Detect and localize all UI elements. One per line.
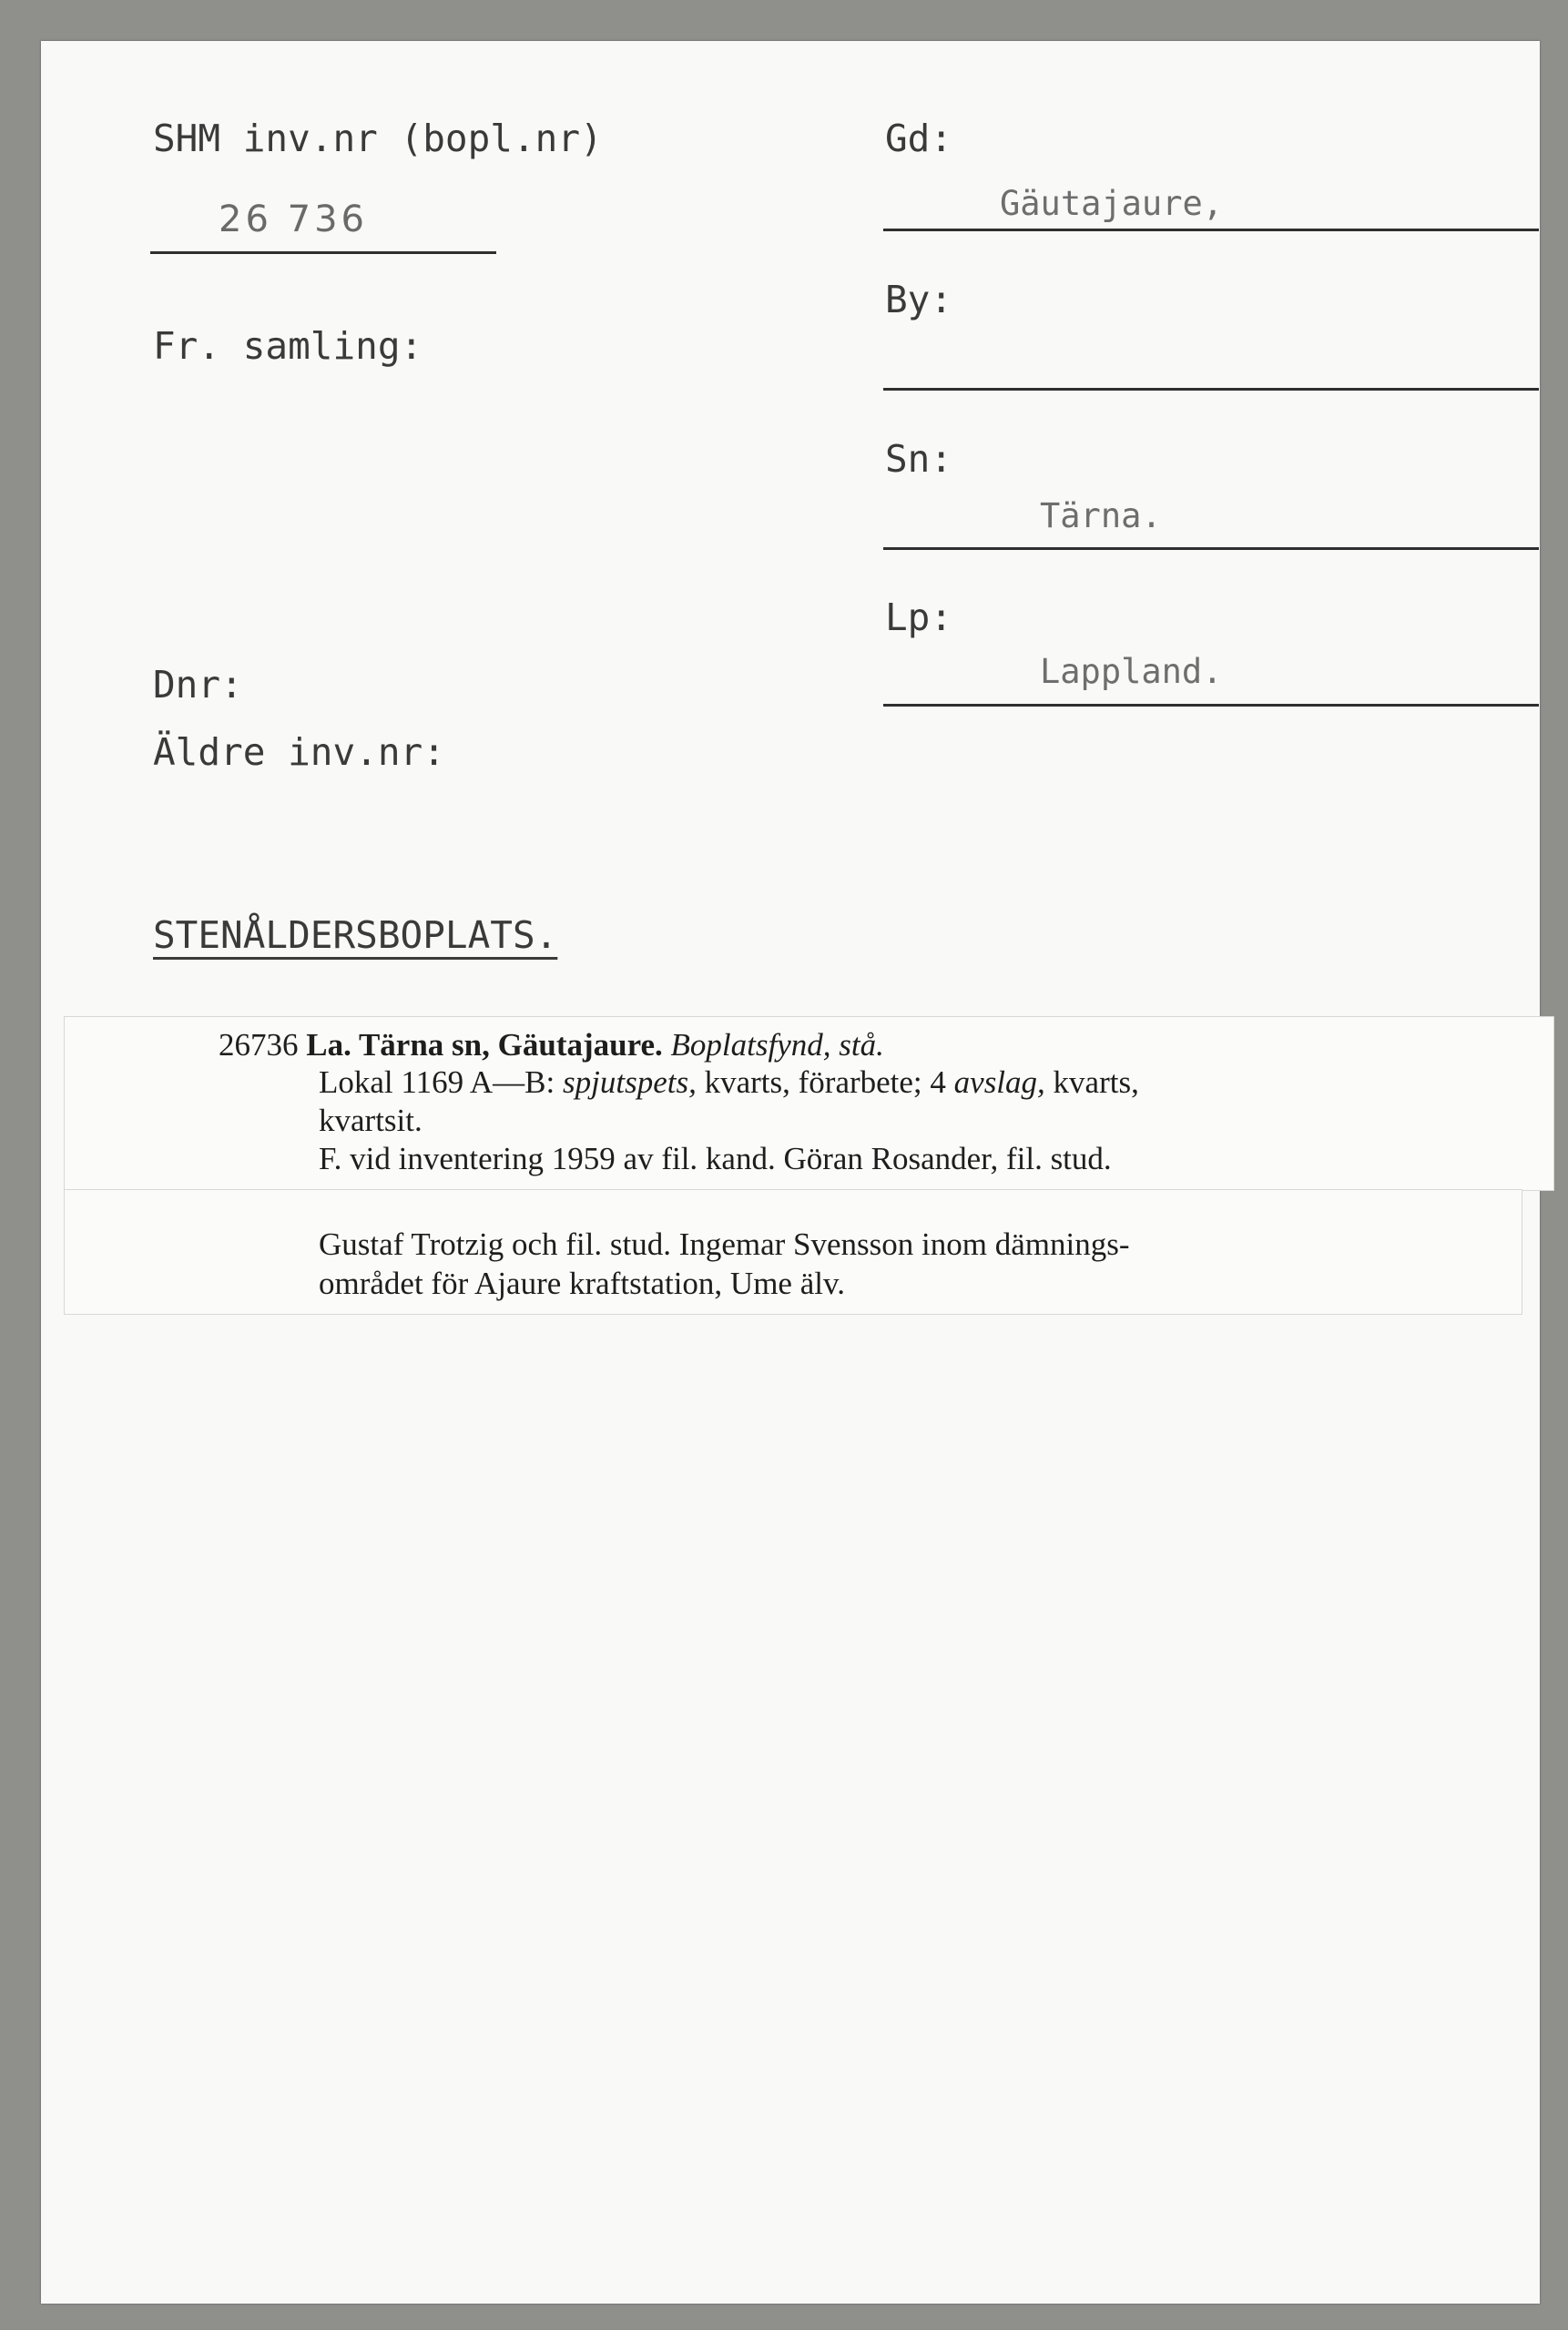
lp-underline (883, 704, 1539, 707)
sn-value: Tärna. (1040, 496, 1162, 535)
aldre-inv-nr-label: Äldre inv.nr: (153, 730, 445, 774)
slip-item1: spjutspets, (563, 1064, 697, 1100)
slip-item1-rest: kvarts, förarbete; 4 (696, 1064, 954, 1100)
slip-line-2 (319, 1064, 1139, 1101)
inv-nr-value: 26 736 (219, 198, 368, 240)
slip-line-4: F. vid inventering 1959 av fil. kand. Göran Rosander, fil. stud. (319, 1141, 1112, 1176)
sn-label: Sn: (885, 437, 953, 481)
slip-number: 26736 (219, 1027, 299, 1063)
slip-line-1 (219, 1027, 884, 1063)
category-heading: STENÅLDERSBOPLATS. (153, 913, 558, 957)
slip-type: Boplatsfynd, stå. (670, 1027, 884, 1063)
slip-line-6: området för Ajaure kraftstation, Ume älv. (319, 1266, 845, 1301)
dnr-label: Dnr: (153, 663, 243, 707)
fr-samling-label: Fr. samling: (153, 324, 423, 368)
gd-label: Gd: (885, 117, 953, 160)
gd-underline (883, 229, 1539, 231)
slip-line-5: Gustaf Trotzig och fil. stud. Ingemar Svensson inom dämnings- (319, 1226, 1130, 1262)
slip-lokal: Lokal 1169 A—B: (319, 1064, 564, 1100)
gd-value: Gäutajaure, (1000, 184, 1224, 223)
slip-item2-rest: kvarts, (1044, 1064, 1139, 1100)
inv-nr-underline (150, 251, 496, 254)
sn-underline (883, 547, 1539, 550)
lp-label: Lp: (885, 595, 953, 639)
inv-nr-label: SHM inv.nr (bopl.nr) (153, 117, 603, 160)
slip-line-3: kvartsit. (319, 1103, 423, 1138)
by-label: By: (885, 278, 953, 321)
slip-item2: avslag, (953, 1064, 1045, 1100)
slip-place: La. Tärna sn, Gäutajaure. (306, 1027, 663, 1063)
by-underline (883, 388, 1539, 391)
lp-value: Lappland. (1040, 652, 1223, 691)
